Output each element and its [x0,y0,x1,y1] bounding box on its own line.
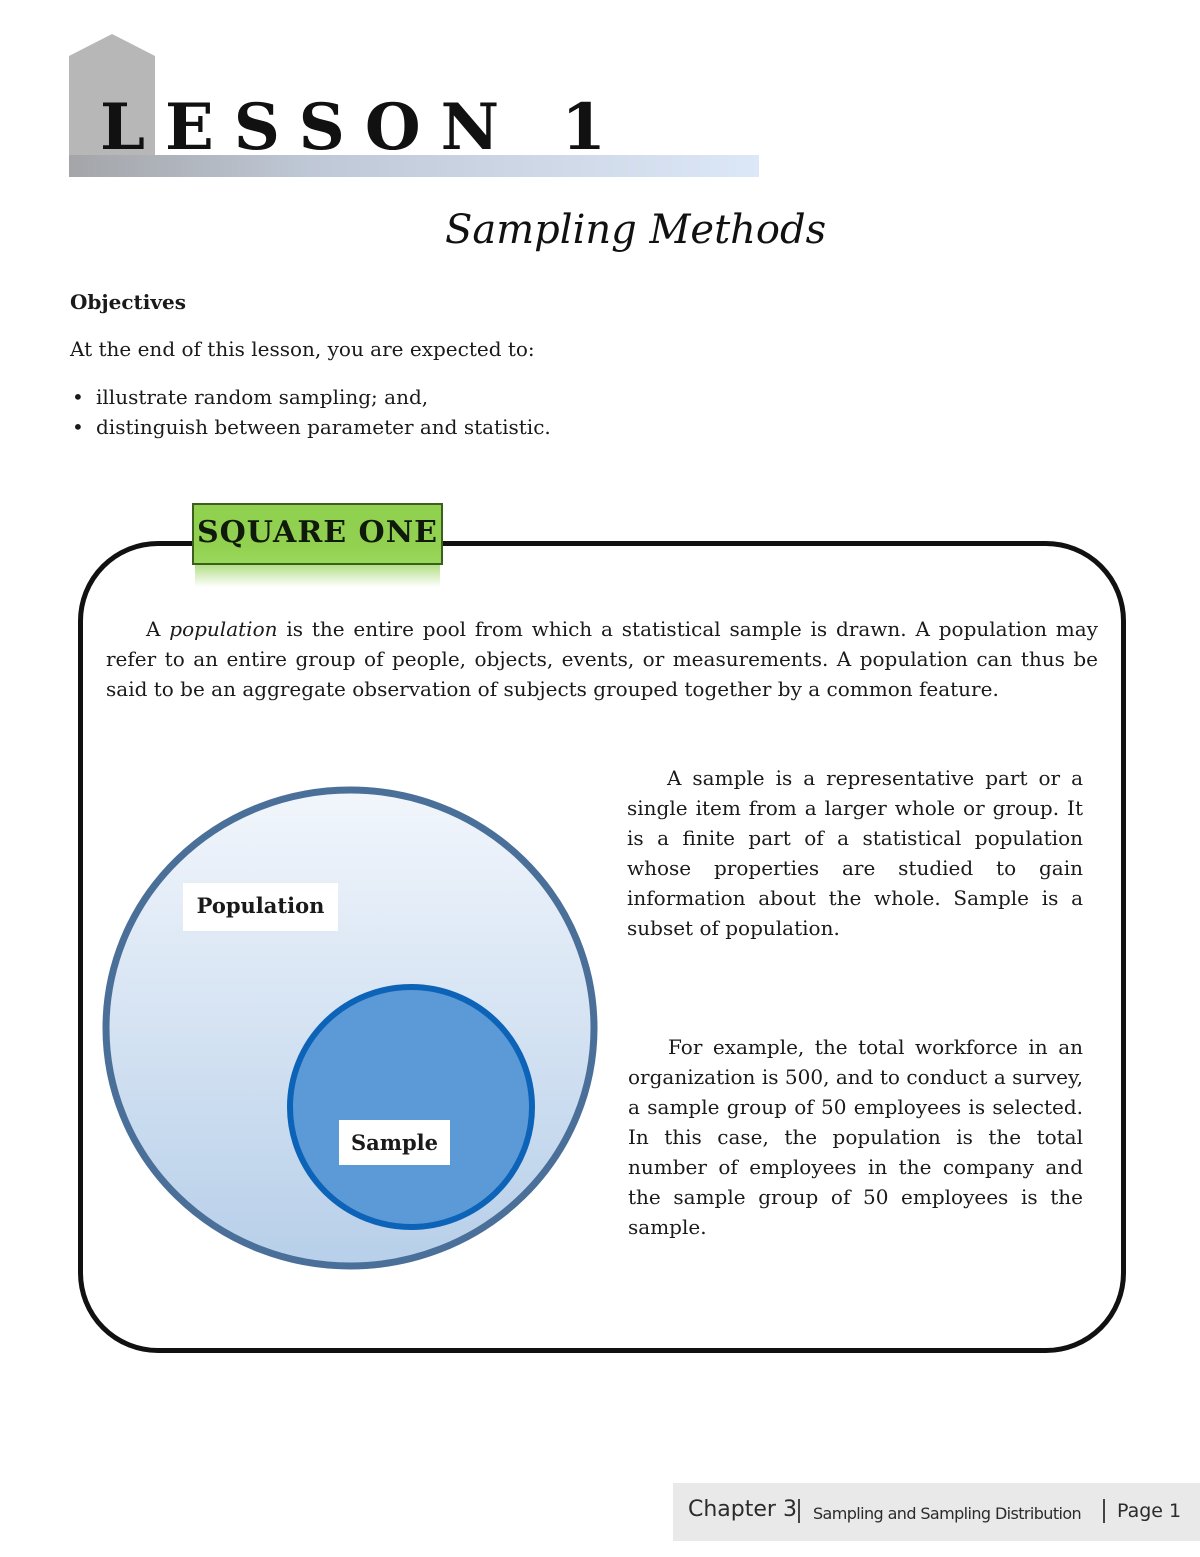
objectives-list [70,382,551,442]
sample-circle [290,987,532,1227]
footer-chapter: Chapter 3 [688,1497,797,1522]
page-footer [673,1483,1200,1541]
objective-item [70,382,551,412]
objective-item [70,412,551,442]
footer-chapter-title: Sampling and Sampling Distribution [813,1504,1082,1523]
footer-divider [1103,1499,1105,1523]
objectives-heading: Objectives [70,290,186,314]
square-one-label-glow [195,563,440,587]
lesson-subtitle: Sampling Methods [445,207,827,253]
bullet-icon: • [72,385,84,409]
population-definition-rest: is the entire pool from which a statistical sample is drawn. A population may refer to an entire group of people, objects, events, or measurements. A population can thus be said to be an aggregate observation of subjects grouped together by a common feature. [106,617,1098,701]
population-term: population [169,617,278,641]
footer-divider [798,1499,800,1523]
square-one-label: SQUARE ONE [192,503,443,565]
bullet-icon: • [72,415,84,439]
footer-page-number: Page 1 [1117,1500,1182,1522]
sample-example: For example, the total workforce in an organization is 500, and to conduct a survey, a sample group of 50 employees is selected. In this case, the population is the total number of employees in the company and the sample group of 50 employees is the sample. [628,1035,1083,1239]
sample-definition: A sample is a representative part or a single item from a larger whole or group. It is a finite part of a statistical population whose properties are studied to gain information about the whole. Sample is a subset of population. [627,766,1083,940]
population-definition [106,614,1098,704]
population-definition-lead: A [146,617,170,641]
objective-text: distinguish between parameter and statistic. [96,415,551,439]
population-sample-diagram [100,785,600,1280]
objective-text: illustrate random sampling; and, [96,385,429,409]
population-label: Population [183,883,338,931]
sample-label: Sample [339,1120,450,1165]
lesson-title: LESSON 1 [100,90,626,165]
objectives-intro: At the end of this lesson, you are expected to: [70,337,535,361]
